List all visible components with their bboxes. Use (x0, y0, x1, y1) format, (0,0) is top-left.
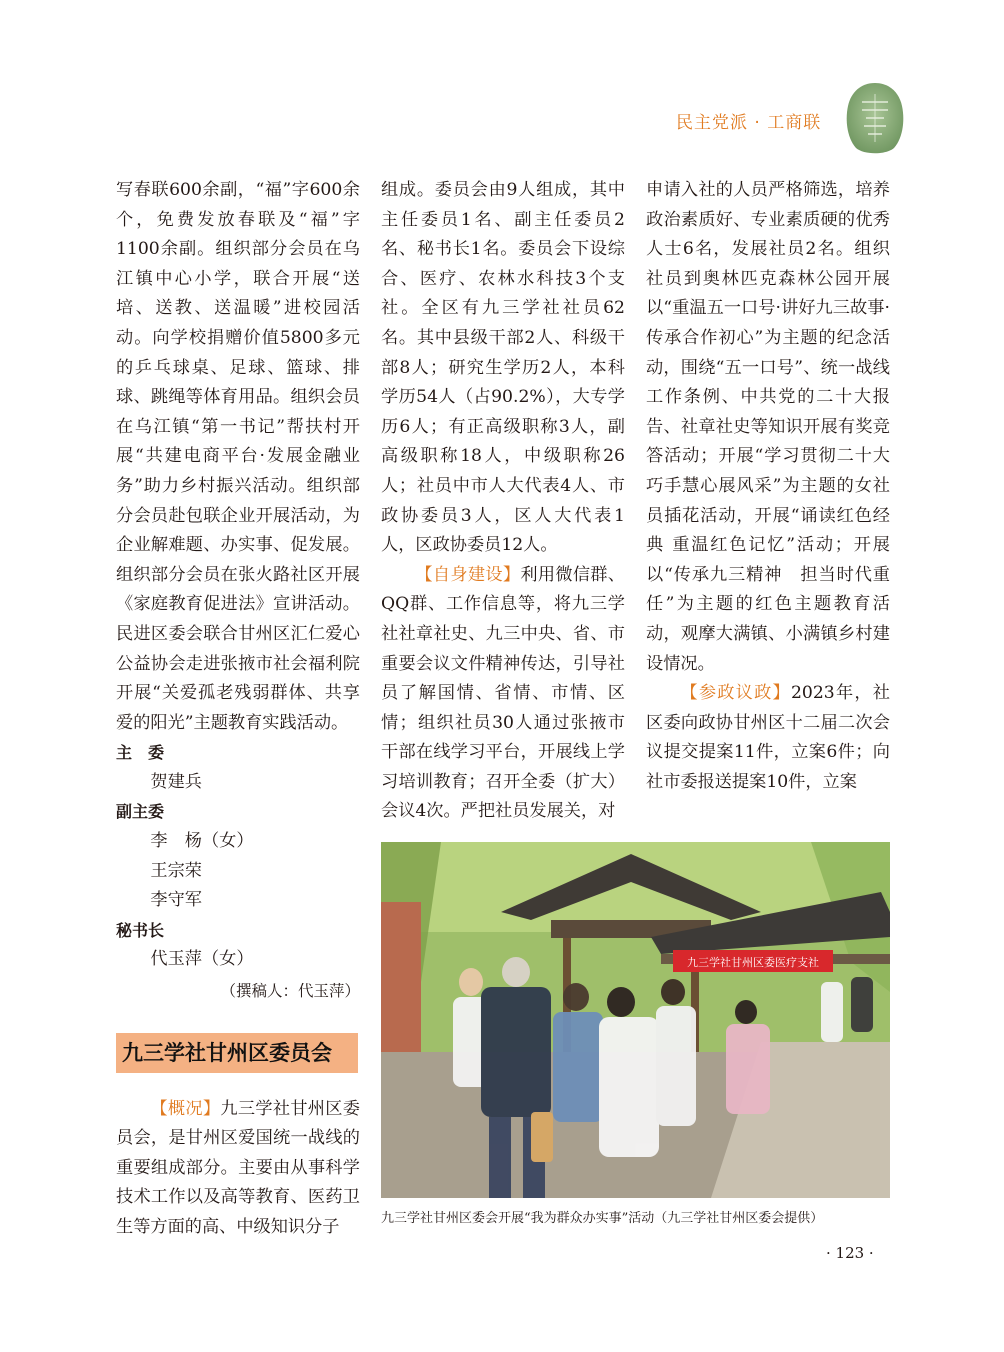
paragraph-overview (116, 1095, 360, 1243)
paragraph-intro: 写春联600余副，“福”字600余个，免费发放春联及“福”字1100余副。组织部分会员在乌江镇中心小学，联合开展“送培、送教、送温暖”进校园活动。向学校捐赠价值5800多元的乒乓球桌、足球、篮球、排球、跳绳等体育用品。组织会员在乌江镇“第一书记”帮扶村开展“共建电商平台·发展金融业务”助力乡村振兴活动。组织部分会员赴包联企业开展活动，为企业解难题、办实事、促发展。组织部分会员在张火路社区开展《家庭教育促进法》宣讲活动。民进区委会联合甘州区汇仁爱心公益协会走进张掖市社会福利院开展“关爱孤老残弱群体、共享爱的阳光”主题教育实践活动。 (116, 180, 360, 733)
column-right (646, 176, 890, 797)
tag-overview: 【概况】 (150, 1098, 221, 1119)
event-photo (381, 842, 890, 1198)
section-title: 九三学社甘州区委员会 (116, 1033, 358, 1073)
self-building-text: 利用微信群、QQ群、工作信息等，将九三学社社章社史、九三中央、省、市重要会议文件精神传达，引导社员了解国情、省情、市情、区情；组织社员30人通过张掖市干部在线学习平台，开展线上学习培训教育；召开全委（扩大）会议4次。严把社员发展关，对 (381, 564, 625, 822)
secretary-name: 代玉萍（女） (150, 949, 254, 970)
chair-name: 贺建兵 (150, 771, 202, 792)
author-credit: （撰稿人：代玉萍） (220, 982, 360, 1001)
role-secretary: 秘书长 (116, 920, 165, 940)
role-chair: 主 委 (116, 743, 165, 763)
seal-stamp-icon (844, 80, 906, 156)
paragraph-activities: 申请入社的人员严格筛选，培养政治素质好、专业素质硬的优秀人士6名，发展社员2名。组织社员到奥林匹克森林公园开展以“重温五一口号·讲好九三故事·传承合作初心”为主题的纪念活动，围绕“五一口号”、统一战线工作条例、中共党的二十大报告、社章社史等知识开展有奖竞答活动；开展“学习贯彻二十大 巧手慧心展风采”为主题的女社员插花活动，开展“诵读红色经典 重温红色记忆”活动；开展以“传承九三精神 担当时代重任”为主题的红色主题教育活动，观摩大满镇、小满镇乡村建设情况。 (646, 180, 890, 674)
photo-caption: 九三学社甘州区委会开展“我为群众办实事”活动（九三学社甘州区委会提供） (381, 1211, 824, 1226)
banner-text: 九三学社甘州区委医疗支社 (687, 956, 819, 969)
vice-chair-name-1: 李 杨（女） (150, 831, 254, 852)
vice-chair-name-2: 王宗荣 (150, 860, 202, 881)
tag-self-building: 【自身建设】 (415, 564, 521, 585)
column-left (116, 176, 360, 1243)
paragraph-politics (646, 679, 890, 797)
paragraph-membership: 组成。委员会由9人组成，其中主任委员1名、副主任委员2名、秘书长1名。委员会下设综合、医疗、农林水科技3个支社。全区有九三学社社员62名。其中县级干部2人、科级干部8人；研究生学历2人，本科学历54人（占90.2%），大专学历6人；有正高级职称3人，副高级职称18人，中级职称26人；社员中市人大代表4人、市政协委员3人，区人大代表1人，区政协委员12人。 (381, 180, 625, 556)
column-middle (381, 176, 625, 827)
vice-chair-name-3: 李守军 (150, 890, 202, 911)
politics-text: 2023年，社区委向政协甘州区十二届二次会议提交提案11件，立案6件；向社市委报送提案10件，立案 (646, 683, 890, 792)
running-header: 民主党派 · 工商联 (676, 113, 822, 133)
page-number: · 123 · (826, 1244, 874, 1262)
tag-politics: 【参政议政】 (680, 683, 791, 704)
overview-text: 九三学社甘州区委员会，是甘州区爱国统一战线的重要组成部分。主要由从事科学技术工作以及高等教育、医药卫生等方面的高、中级知识分子 (116, 1098, 360, 1237)
role-vice-chair: 副主委 (116, 802, 165, 822)
paragraph-self-building (381, 561, 625, 827)
